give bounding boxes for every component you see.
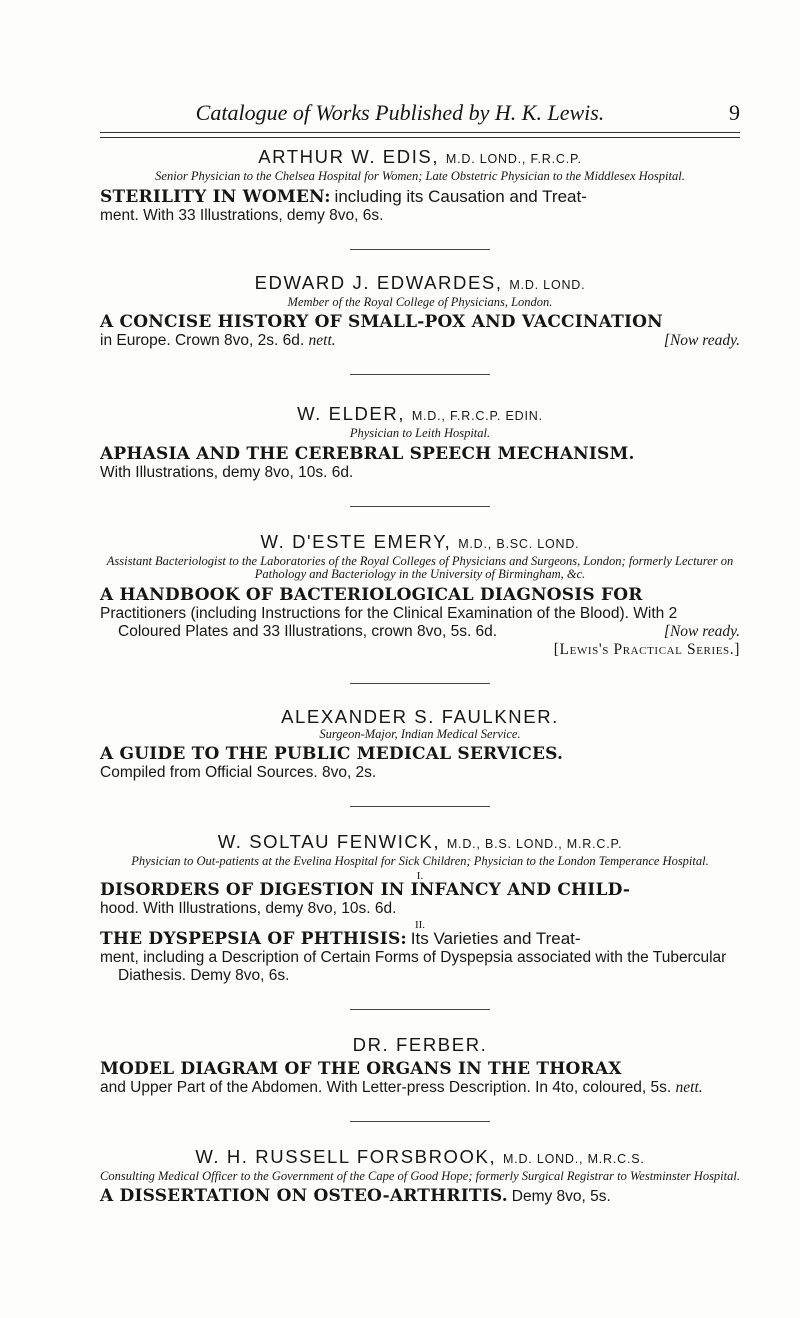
book-title: MODEL DIAGRAM OF THE ORGANS IN THE THORAX [100,1058,622,1079]
book-entry [100,445,740,464]
book-title-rest: Demy 8vo, 5s. [511,1188,611,1205]
page-number: 9 [729,100,740,125]
catalogue-entry [100,706,740,783]
separator-rule [350,683,490,684]
separator-rule [350,249,490,250]
author-affiliation: Member of the Royal College of Physicians, London. [287,294,553,309]
author-name [100,831,740,855]
author-text: W. D'ESTE EMERY, [260,530,452,552]
book-entry [100,1187,740,1206]
author-name [100,403,740,427]
author-degrees: M.D., F.R.C.P. EDIN. [411,409,543,423]
book-description: ment. With 33 Illustrations, demy 8vo, 6s. [100,206,384,224]
book-description: Compiled from Official Sources. 8vo, 2s. [100,764,377,781]
series-note-line [100,641,740,659]
author-degrees: M.D. LOND. [509,277,586,292]
book-description [100,332,740,350]
author-affiliation: Senior Physician to the Chelsea Hospital for Women; Late Obstetric Physician to the Middlesex Hospital. [155,169,685,183]
author-text: ALEXANDER S. FAULKNER. [281,705,559,727]
book-entry [100,745,740,764]
author-name [100,272,740,296]
separator-rule [350,506,490,507]
author-affiliation: Physician to Out-patients at the Evelina Hospital for Sick Children; Physician to the London Temperance Hospital. [131,854,709,868]
book-title-rest: including its Causation and Treat- [334,186,587,206]
book-title-rest: Its Varieties and Treat- [410,928,581,948]
catalogue-entry [100,1034,740,1097]
description-text: and Upper Part of the Abdomen. With Letter-press Description. In 4to, coloured, 5s. [100,1078,672,1096]
description-text: Practitioners (including Instructions for the Clinical Examination of the Blood). With 2 Coloured Plates and 33 Illustrations, crown 8vo, 5s. 6d. [100,604,678,640]
book-title: A DISSERTATION ON OSTEO-ARTHRITIS. [100,1186,508,1206]
author-name [100,706,740,728]
author-degrees: M.D. LOND., M.R.C.S. [502,1151,645,1166]
header-rule [100,132,740,138]
volume-numeral: II. [414,918,426,931]
book-description [100,605,740,641]
book-entry [100,881,740,900]
book-entry [100,313,740,332]
book-entry [100,188,740,207]
book-title: A HANDBOOK OF BACTERIOLOGICAL DIAGNOSIS FOR [100,584,643,605]
author-text: ARTHUR W. EDIS, [258,146,440,167]
author-degrees: M.D., B.SC. LOND. [458,536,580,551]
book-description: hood. With Illustrations, demy 8vo, 10s. 6d. [100,899,397,917]
book-entry [100,930,740,949]
book-title: APHASIA AND THE CEREBRAL SPEECH MECHANISM. [100,443,635,464]
author-degrees: M.D. LOND., F.R.C.P. [445,152,582,166]
status-note: [Now ready. [663,622,740,640]
author-name [100,1034,740,1056]
catalogue-entry [100,272,740,351]
catalogue-title: Catalogue of Works Published by H. K. Lewis. [195,100,605,125]
volume-numeral: I. [416,869,424,882]
status-note: [Now ready. [663,332,740,349]
author-text: EDWARD J. EDWARDES, [254,271,503,293]
separator-rule [350,1009,490,1010]
separator-rule [350,806,490,807]
author-text: DR. FERBER. [352,1033,488,1055]
author-affiliation: Assistant Bacteriologist to the Laboratories of the Royal Colleges of Physicians and Surgeons, London; formerly Lecturer on Pathology and Bacteriology in the University of Birmingham, &c. [106,553,734,581]
book-title: STERILITY IN WOMEN: [100,186,331,207]
author-affiliation: Physician to Leith Hospital. [349,426,491,440]
catalogue-entry [100,146,740,225]
book-title: A GUIDE TO THE PUBLIC MEDICAL SERVICES. [100,744,564,764]
running-header [100,96,740,130]
book-description: ment, including a Description of Certain Forms of Dyspepsia associated with the Tubercular Diathesis. Demy 8vo, 6s. [100,948,727,984]
author-affiliation: Surgeon-Major, Indian Medical Service. [319,726,521,741]
separator-rule [350,1121,490,1122]
book-title: DISORDERS OF DIGESTION IN INFANCY AND CHILD- [100,879,631,900]
book-description: With Illustrations, demy 8vo, 10s. 6d. [100,463,354,481]
book-entry [100,586,740,605]
book-title: A CONCISE HISTORY OF SMALL-POX AND VACCINATION [100,312,663,332]
series-note: [Lewis's Practical Series.] [553,640,740,658]
book-title: THE DYSPEPSIA OF PHTHISIS: [100,928,407,949]
price-note: nett. [675,1078,703,1096]
author-text: W. ELDER, [297,403,406,424]
author-name [100,531,740,555]
catalogue-entry [100,403,740,482]
author-text: W. SOLTAU FENWICK, [217,831,441,852]
author-text: W. H. RUSSELL FORSBROOK, [195,1145,497,1167]
author-name [100,1146,740,1170]
price-note: nett. [308,332,336,349]
catalogue-entry [100,531,740,659]
book-entry [100,1060,740,1079]
author-name [100,146,740,170]
separator-rule [350,374,490,375]
catalogue-entry [100,831,740,985]
catalogue-entry [100,1146,740,1207]
author-affiliation: Consulting Medical Officer to the Government of the Cape of Good Hope; formerly Surgical Registrar to Westminster Hospital. [100,1168,740,1183]
catalogue-body [100,146,740,1206]
description-text: in Europe. Crown 8vo, 2s. 6d. [100,332,305,349]
book-description [100,1079,740,1097]
author-degrees: M.D., B.S. LOND., M.R.C.P. [446,837,623,851]
